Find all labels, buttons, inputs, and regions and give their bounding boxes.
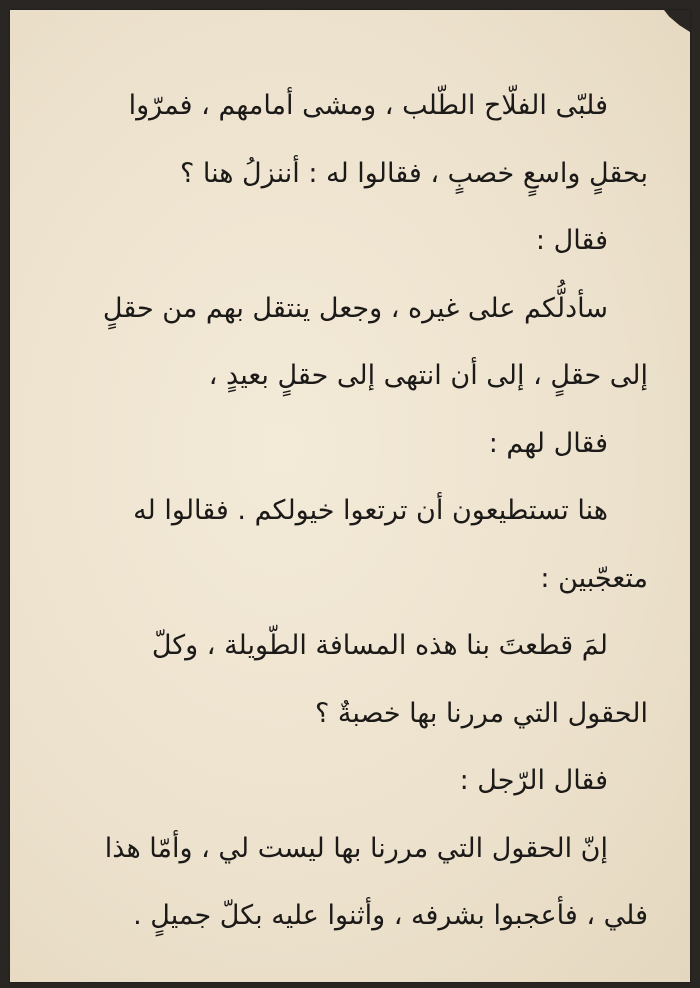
text-line-10: الحقول التي مررنا بها خصبةٌ ؟ [314, 697, 648, 729]
page-sheet [10, 10, 690, 982]
text-line-6: فقال لهم : [488, 427, 608, 459]
story-text [38, 72, 648, 950]
text-line-8: متعجّبين : [540, 562, 648, 594]
text-line-4: سأدلُّكم على غيره ، وجعل ينتقل بهم من حقلٍ [102, 292, 608, 324]
text-line-9: لمَ قطعتَ بنا هذه المسافة الطّويلة ، وكلّ [151, 630, 608, 661]
text-line-11: فقال الرّجل : [459, 765, 608, 796]
text-line-1: فلبّى الفلّاح الطّلب ، ومشى أمامهم ، فمرّوا [128, 90, 608, 121]
text-line-7: هنا تستطيعون أن ترتعوا خيولكم . فقالوا له [133, 495, 608, 526]
text-line-12: إنّ الحقول التي مررنا بها ليست لي ، وأمّا هذا [104, 832, 608, 864]
text-line-13: فلي ، فأعجبوا بشرفه ، وأثنوا عليه بكلّ جميلٍ . [133, 900, 648, 931]
text-line-5: إلى حقلٍ ، إلى أن انتهى إلى حقلٍ بعيدٍ ، [208, 360, 648, 391]
text-line-3: فقال : [535, 225, 608, 256]
text-line-2: بحقلٍ واسعٍ خصبٍ ، فقالوا له : أننزلُ هنا ؟ [179, 157, 648, 189]
torn-corner [664, 10, 690, 32]
